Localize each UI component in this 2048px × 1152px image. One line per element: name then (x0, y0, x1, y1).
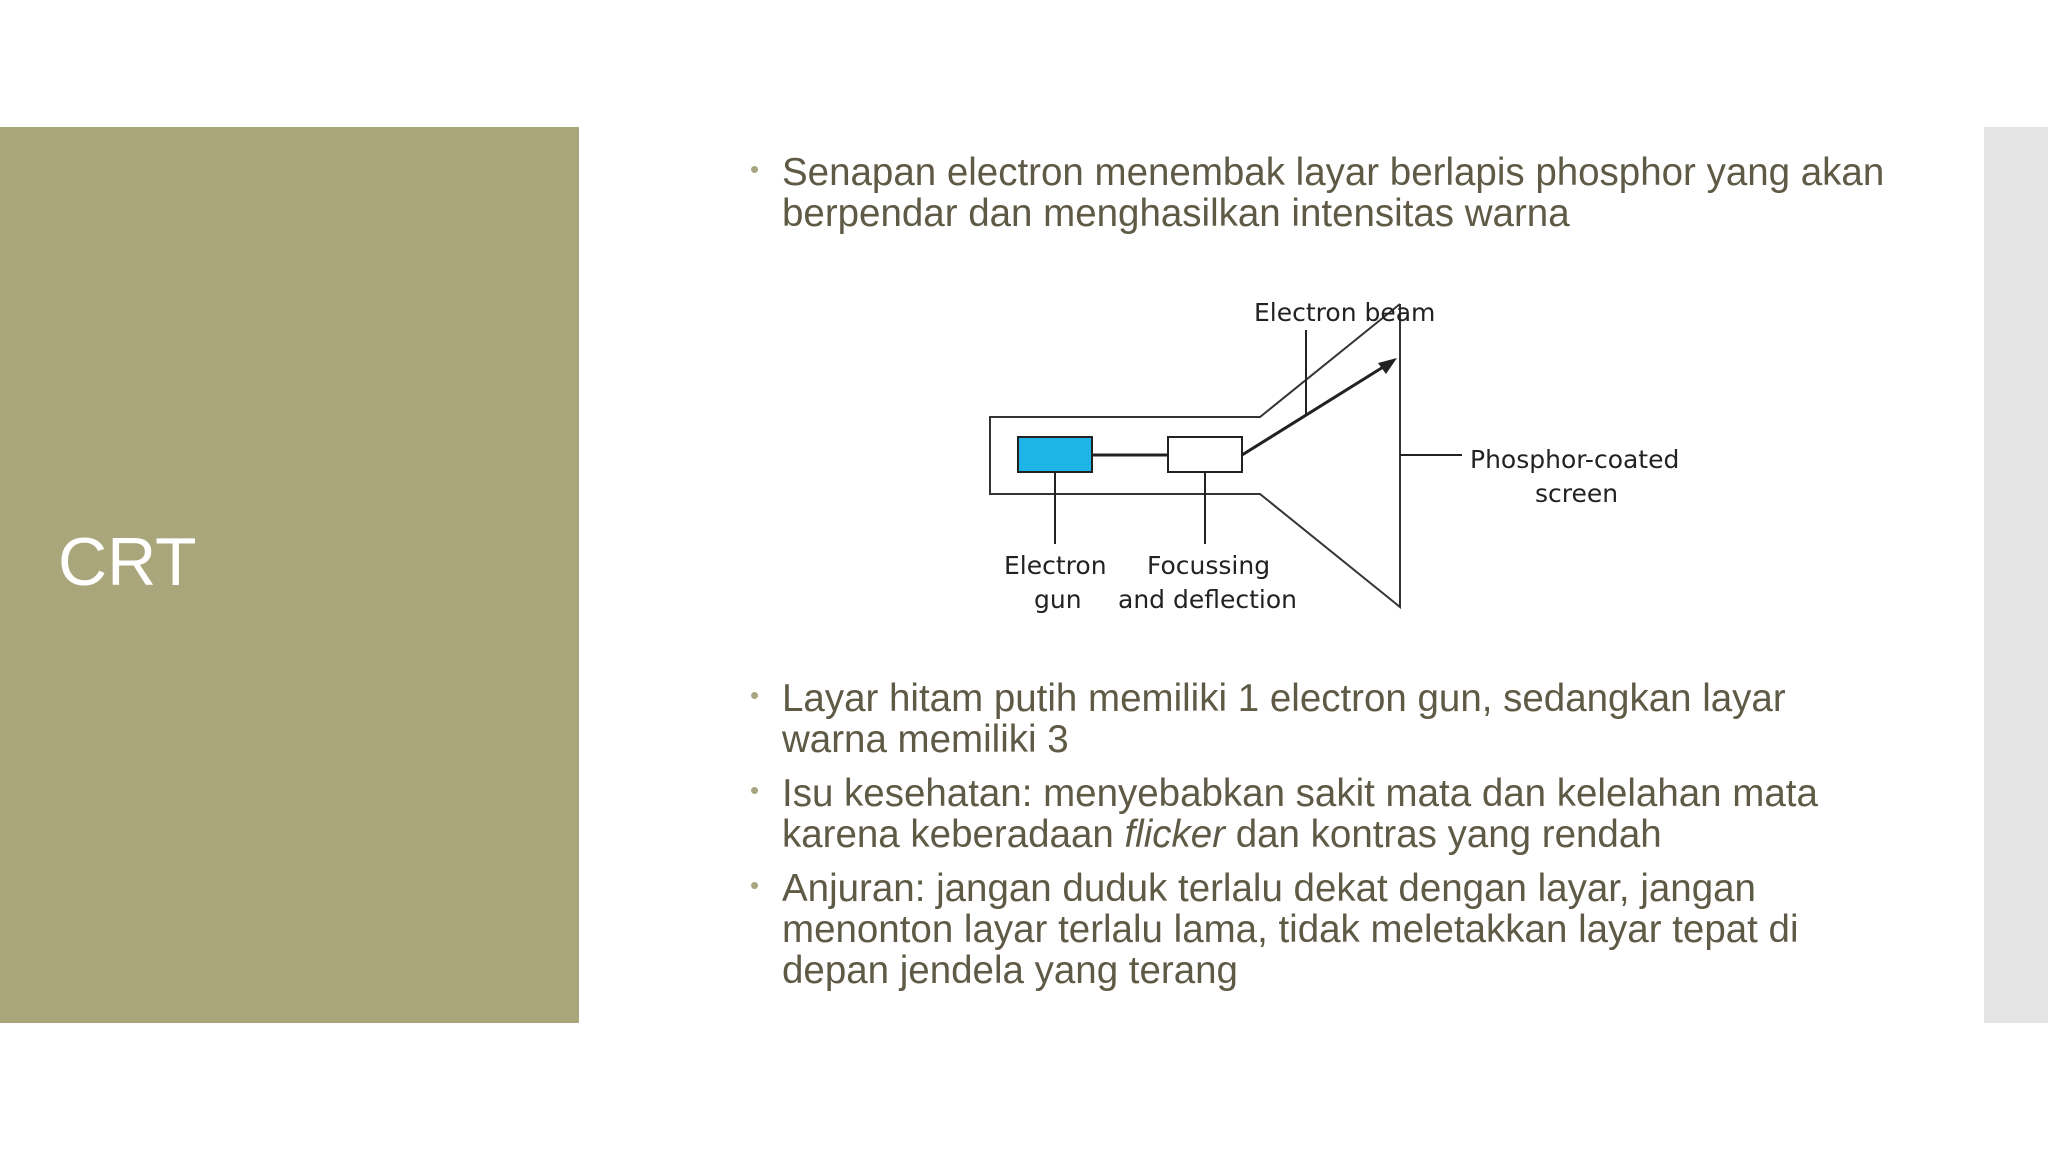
focussing-box (1168, 437, 1242, 472)
label-electron-beam: Electron beam (1254, 298, 1436, 327)
bullet-list-top (750, 152, 1890, 234)
bullet-text-emphasis: flicker (1124, 813, 1226, 856)
bullet-text-pre: Isu kesehatan: menyebabkan sakit mata dan kelelahan mata karena keberadaan (782, 772, 1818, 856)
bullet-item: • Anjuran: jangan duduk terlalu dekat dengan layar, jangan menonton layar terlalu lama, tidak meletakkan layar tepat di depan jendela yang terang (750, 868, 1890, 991)
label-screen-1: Phosphor-coated (1470, 445, 1680, 474)
label-screen-2: screen (1535, 479, 1619, 508)
label-focus-2: and deflection (1118, 585, 1297, 614)
label-focus-1: Focussing (1147, 551, 1271, 580)
bullet-item (750, 773, 1890, 855)
bullet-item: • Layar hitam putih memiliki 1 electron gun, sedangkan layar warna memiliki 3 (750, 678, 1890, 760)
bullet-item: • Senapan electron menembak layar berlapis phosphor yang akan berpendar dan menghasilkan intensitas warna (750, 152, 1890, 234)
slide-title: CRT (58, 524, 197, 600)
label-gun-2: gun (1034, 585, 1082, 614)
right-decor-strip (1984, 127, 2048, 1023)
label-gun-1: Electron (1004, 551, 1107, 580)
bullet-list-bottom (750, 678, 1890, 991)
bullet-text-post: dan kontras yang rendah (1225, 813, 1662, 856)
electron-gun-box (1018, 437, 1092, 472)
electron-beam-arrow (1242, 364, 1388, 455)
crt-diagram (960, 272, 1720, 632)
